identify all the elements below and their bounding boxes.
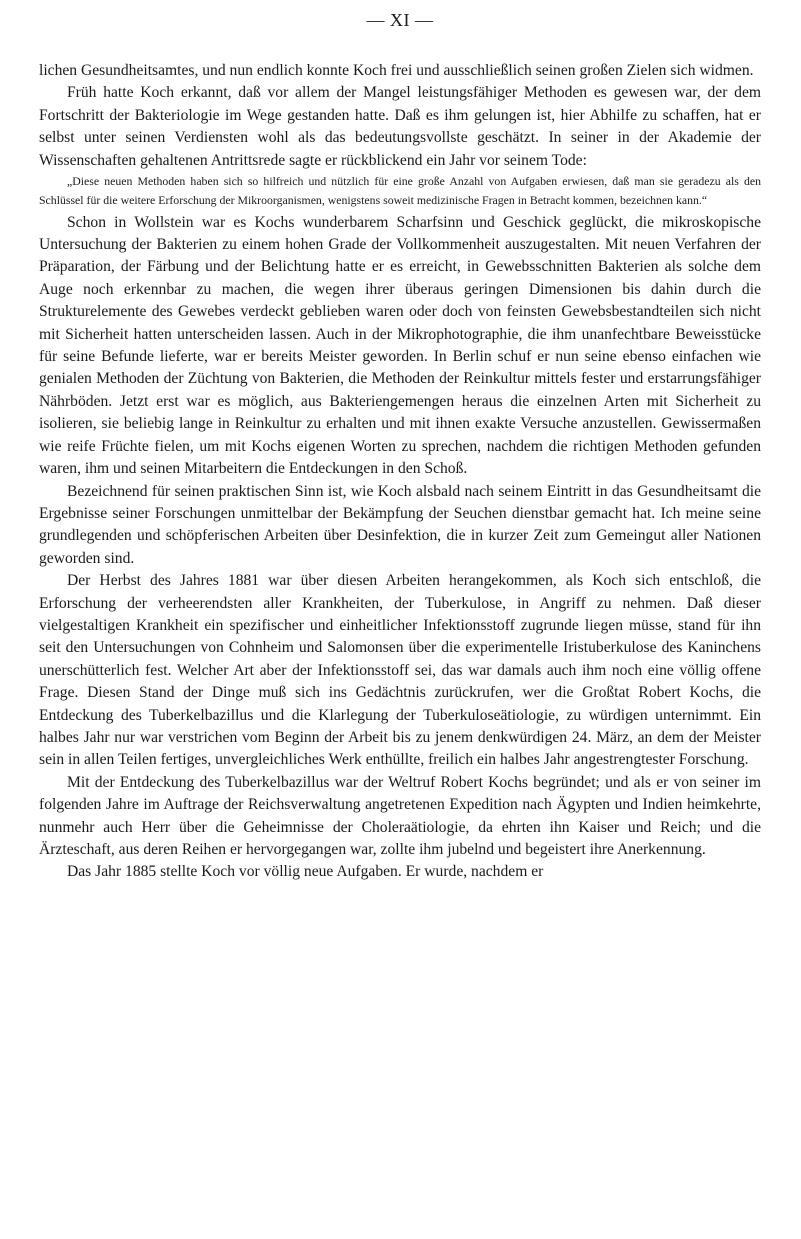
page-number: — XI — — [366, 10, 434, 30]
paragraph-6: Mit der Entdeckung des Tuberkelbazillus war der Weltruf Robert Kochs begründet; und als er von seiner im folgenden Jahre im Auftrage der Reichsverwaltung angetretenen Expedition nach Ägypten und Indien heimkehrte, nunmehr auch Herr über die Geheimnisse der Choleraätiologie, da ehrten ihn Kaiser und Reich; und die Ärzteschaft, aus deren Reihen er hervorgegangen war, zollte ihm jubelnd und begeistert ihre Anerkennung. — [39, 773, 761, 858]
quote-block: „Diese neuen Methoden haben sich so hilfreich und nützlich für eine große Anzahl von Aufgaben erwiesen, daß man sie geradezu als den Schlüssel für die weitere Erforschung der Mikroorganismen, wenigstens soweit medizinische Fragen in Betracht kommen, bezeichnen kann.“ — [39, 174, 761, 207]
paragraph-7: Das Jahr 1885 stellte Koch vor völlig neue Aufgaben. Er wurde, nachdem er — [67, 863, 544, 881]
paragraph-4: Bezeichnend für seinen praktischen Sinn ist, wie Koch alsbald nach seinem Eintritt in das Gesundheitsamt die Ergebnisse seiner Forschungen unmittelbar der Bekämpfung der Seuchen dienstbar gemacht hat. Ich meine seine grundlegenden und schöpferischen Arbeiten über Desinfektion, die in kurzer Zeit zum Gemeingut aller Nationen geworden sind. — [39, 482, 761, 567]
paragraph-5: Der Herbst des Jahres 1881 war über diesen Arbeiten herangekommen, als Koch sich entschloß, die Erforschung der verheerendsten aller Krankheiten, der Tuberkulose, in Angriff zu nehmen. Daß dieser vielgestaltigen Krankheit ein spezifischer und einheitlicher Infektionsstoff zugrunde liegen müsse, stand für ihn seit den Untersuchungen von Cohnheim und Salomonsen über die experimentelle Iristuberkulose des Kaninchens unerschütterlich fest. Welcher Art aber der Infektionsstoff sei, das war damals auch ihm noch eine völlig offene Frage. Diesen Stand der Dinge muß sich ins Gedächtnis zurückrufen, wer die Großtat Robert Kochs, die Entdeckung des Tuberkelbazillus und die Klarlegung der Tuberkuloseätiologie, zu würdigen unternimmt. Ein halbes Jahr nur war verstrichen vom Beginn der Arbeit bis zu jenem denkwürdigen 24. März, an dem der Meister sein in allen Teilen fertiges, unvergleichliches Werk enthüllte, freilich ein halbes Jahr angestrengtester Forschung. — [39, 572, 761, 769]
paragraph-2: Früh hatte Koch erkannt, daß vor allem der Mangel leistungsfähiger Methoden es gewesen war, der dem Fortschritt der Bakteriologie im Wege gestanden hatte. Daß es ihm gelungen ist, hier Abhilfe zu schaffen, hat er selbst unter seinen Verdiensten wohl als das bedeutungsvollste geschätzt. In seiner in der Akademie der Wissenschaften gehaltenen Antrittsrede sagte er rückblickend ein Jahr vor seinem Tode: — [39, 84, 761, 169]
paragraph-1: lichen Gesundheitsamtes, und nun endlich konnte Koch frei und ausschließlich seinen großen Zielen sich widmen. — [39, 62, 754, 79]
paragraph-3: Schon in Wollstein war es Kochs wunderbarem Scharfsinn und Geschick geglückt, die mikroskopische Untersuchung der Bakterien zu einem hohen Grade der Vollkommenheit auszugestalten. Mit neuen Verfahren der Präparation, der Färbung und der Belichtung hatte er es erreicht, in Gewebsschnitten Bakterien als solche dem Auge noch erkennbar zu machen, die wegen ihrer überaus geringen Dimensionen bis dahin durch die Strukturelemente des Gewebes verdeckt geblieben waren oder doch von feinsten Gewebsbestandteilen sich nicht mit Sicherheit hatten unterscheiden lassen. Auch in der Mikrophotographie, die ihm unanfechtbare Beweisstücke für seine Befunde lieferte, war er bereits Meister geworden. In Berlin schuf er nun seine ebenso einfachen wie genialen Methoden der Züchtung von Bakterien, die Methoden der Reinkultur mittels fester und erstarrungsfähiger Nährböden. Jetzt erst war es möglich, aus Bakteriengemengen heraus die einzelnen Arten mit Sicherheit zu isolieren, sie beliebig lange in Reinkultur zu erhalten und mit ihnen exakte Versuche anzustellen. Gewissermaßen wie reife Früchte fielen, um mit Kochs eigenen Worten zu sprechen, nachdem die richtigen Methoden gefunden waren, ihm und seinen Mitarbeitern die Entdeckungen in den Schoß. — [39, 213, 761, 478]
